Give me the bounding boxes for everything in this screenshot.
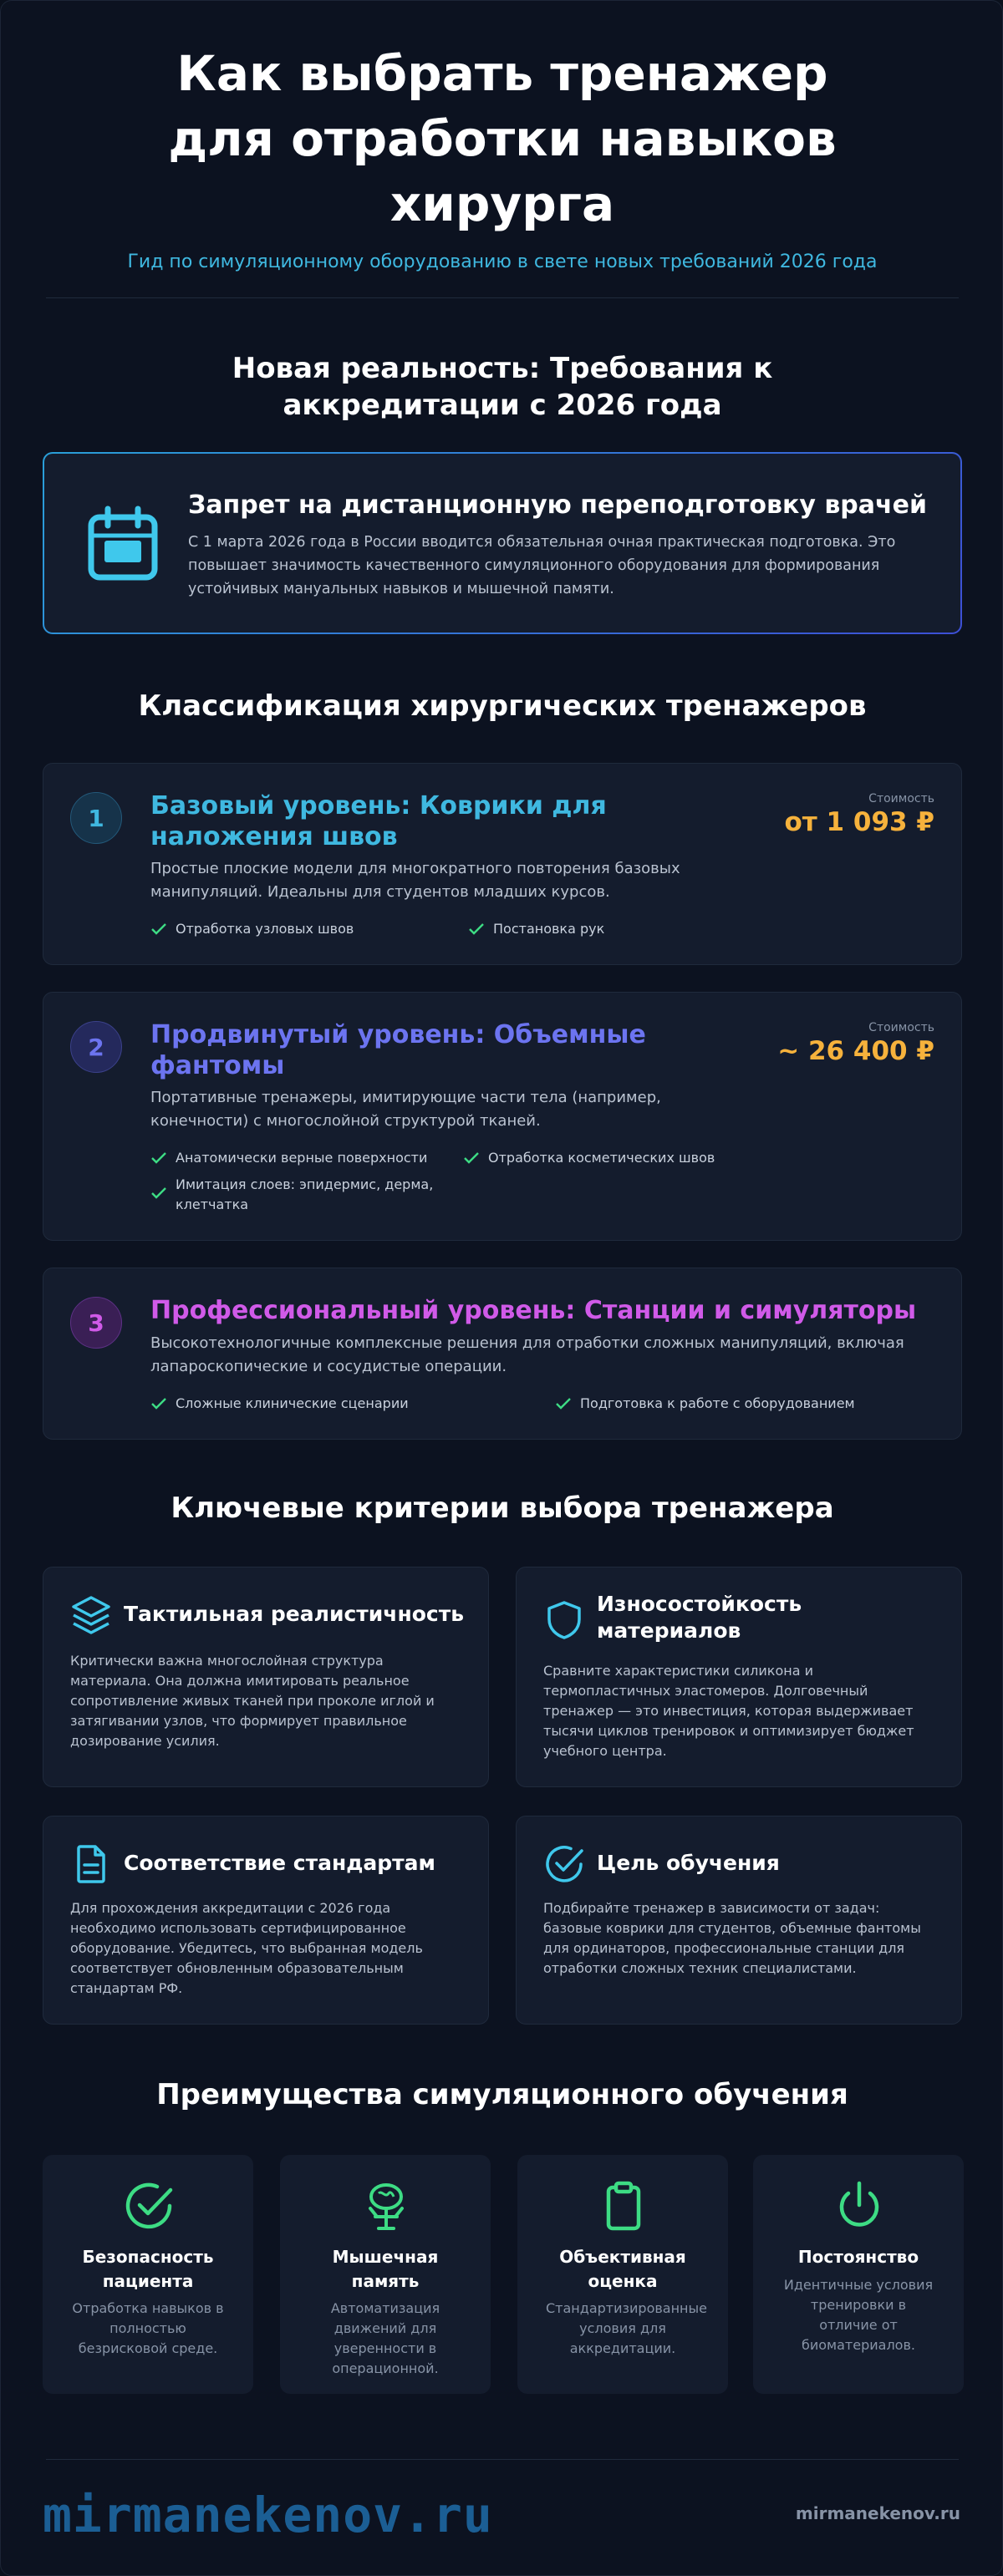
benefit-text: Стандартизированные условия для аккредитации. [546, 2300, 707, 2356]
feature-item: Подготовка к работе с оборудованием [555, 1394, 855, 1414]
level-number-badge: 3 [70, 1297, 122, 1349]
price-value: ~ 26 400 ₽ [777, 1036, 934, 1066]
benefit-text: Автоматизация движений для уверенности в операционной. [330, 2300, 440, 2376]
level-description: Простые плоские модели для многократного повторения базовых манипуляций. Идеальны для студентов младших курсов. [150, 860, 680, 901]
power-icon [833, 2180, 885, 2232]
price-label: Стоимость [868, 792, 934, 805]
benefit-card-consistency [753, 2155, 964, 2394]
criterion-card-goal [516, 1816, 962, 2025]
footer-divider [46, 2459, 959, 2460]
criterion-text: Критически важна многослойная структура материала. Она должна имитировать реальное сопротивление живых тканей при проколе иглой и затягивании узлов, что формирует правильное дозирование усилия. [70, 1653, 435, 1749]
shield-icon [543, 1599, 585, 1641]
calendar-icon [86, 506, 160, 582]
page-subtitle: Гид по симуляционному оборудованию в свете новых требований 2026 года [127, 252, 878, 272]
criterion-title: Цель обучения [597, 1851, 780, 1875]
level-title: Продвинутый уровень: Объемные фантомы [150, 1020, 646, 1080]
feature-item: Постановка рук [468, 919, 604, 939]
criterion-card-standards [43, 1816, 489, 2025]
criterion-title: Соответствие стандартам [124, 1851, 435, 1875]
level-card-professional [43, 1268, 962, 1440]
level-title: Базовый уровень: Коврики для наложения швов [150, 791, 607, 851]
level-title: Профессиональный уровень: Станции и симуляторы [150, 1296, 917, 1325]
feature-item: Сложные клинические сценарии [150, 1394, 409, 1414]
benefit-card-safety [43, 2155, 253, 2394]
header [1, 41, 1003, 272]
benefit-text: Идентичные условия тренировки в отличие от биоматериалов. [783, 2277, 934, 2353]
benefit-card-memory [280, 2155, 491, 2394]
criterion-text: Для прохождения аккредитации с 2026 года необходимо использовать сертифицированное оборудование. Убедитесь, что выбранная модель соответствует обновленным образовательным стандартам РФ. [70, 1900, 423, 1996]
check-icon [150, 1186, 167, 1200]
check-circle-icon [543, 1843, 585, 1885]
level-description: Портативные тренажеры, имитирующие части тела (например, конечности) с многослойной структурой тканей. [150, 1089, 661, 1130]
benefit-title: Объективная оценка [559, 2247, 686, 2291]
criterion-card-tactile [43, 1567, 489, 1787]
criterion-title: Тактильная реалистичность [124, 1602, 465, 1626]
clipboard-icon [598, 2180, 649, 2232]
criterion-title: Износостойкость материалов [597, 1592, 802, 1643]
benefits-section-title: Преимущества симуляционного обучения [156, 2078, 848, 2111]
alert-title: Запрет на дистанционную переподготовку врачей [188, 490, 927, 520]
requirement-alert [43, 452, 962, 634]
level-number-badge: 2 [70, 1021, 122, 1073]
criterion-card-durability [516, 1567, 962, 1787]
benefit-title: Постоянство [797, 2247, 919, 2267]
benefit-text: Отработка навыков в полностью безрисковой среде. [72, 2300, 224, 2356]
check-icon [150, 1151, 167, 1165]
alert-text: С 1 марта 2026 года в России вводится обязательная очная практическая подготовка. Это повышает значимость качественного симуляционного оборудования для формирования устойчивых мануальных навыков и мышечной памяти. [188, 534, 896, 597]
criteria-section-title: Ключевые критерии выбора тренажера [171, 1491, 834, 1525]
check-icon [555, 1397, 572, 1410]
price-label: Стоимость [868, 1021, 934, 1034]
page-title: Как выбрать тренажер для отработки навыков хирурга [168, 45, 837, 232]
check-icon [468, 922, 485, 936]
level-number-badge: 1 [70, 792, 122, 844]
feature-item: Отработка узловых швов [150, 919, 354, 939]
feature-item: Анатомически верные поверхности [150, 1148, 427, 1168]
document-icon [70, 1843, 112, 1885]
benefit-card-assessment [517, 2155, 728, 2394]
price-value: от 1 093 ₽ [784, 807, 934, 837]
footer-logo: mirmanekenov.ru [43, 2487, 493, 2543]
level-card-advanced [43, 992, 962, 1241]
check-circle-icon [123, 2180, 175, 2232]
level-description: Высокотехнологичные комплексные решения для отработки сложных манипуляций, включая лапароскопические и сосудистые операции. [150, 1334, 904, 1375]
layers-icon [70, 1594, 112, 1636]
divider [46, 297, 959, 298]
classification-section-title: Классификация хирургических тренажеров [138, 689, 867, 723]
criterion-text: Подбирайте тренажер в зависимости от задач: базовые коврики для студентов, объемные фантомы для ординаторов, профессиональные станции для отработки сложных техник специалистами. [543, 1900, 921, 1976]
brain-icon [360, 2180, 412, 2232]
check-icon [463, 1151, 480, 1165]
benefit-title: Мышечная память [332, 2247, 439, 2291]
check-icon [150, 1397, 167, 1410]
requirements-section-title: Новая реальность: Требования к аккредитации с 2026 года [232, 352, 773, 422]
level-card-basic [43, 763, 962, 965]
feature-item: Отработка косметических швов [463, 1148, 715, 1168]
benefit-title: Безопасность пациента [82, 2247, 214, 2291]
footer-site-link[interactable]: mirmanekenov.ru [795, 2503, 960, 2523]
check-icon [150, 922, 167, 936]
feature-item: Имитация слоев: эпидермис, дерма, клетчатка [150, 1175, 451, 1215]
criterion-text: Сравните характеристики силикона и термопластичных эластомеров. Долговечный тренажер — это инвестиция, которая выдерживает тысячи циклов тренировок и оптимизирует бюджет учебного центра. [543, 1663, 914, 1759]
